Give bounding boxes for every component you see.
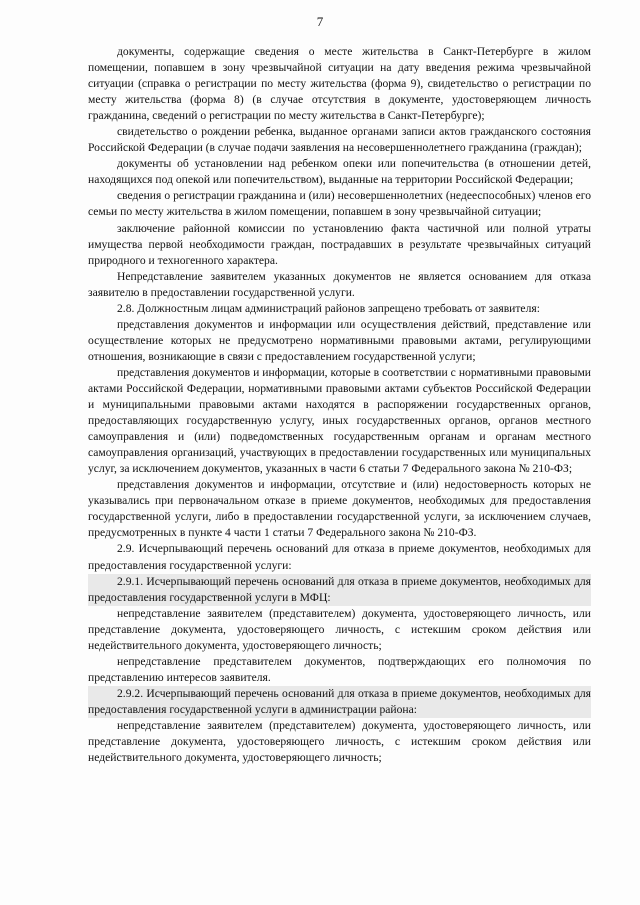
paragraph-commission-conclusion: заключение районной комиссии по установлению факта частичной или полной утраты имущества первой необходимости граждан, пострадавших в результате чрезвычайных ситуаций природного и техногенного характера. [88,221,591,267]
paragraph-2-9-1-item-1: непредставление заявителем (представителем) документа, удостоверяющего личность, или представление документа, удостоверяющего личность, с истекшим сроком действия или недействительного документа, удостоверяющего личность; [88,606,591,652]
paragraph-residence-documents: документы, содержащие сведения о месте жительства в Санкт-Петербурге в жилом помещении, попавшем в зону чрезвычайной ситуации на дату введения режима чрезвычайной ситуации (справка о регистрации по месту жительства (форма 9), свидетельство о регистрации по месту жительства (форма 8) (в случае отсутствия в документе, удостоверяющем личность гражданина, сведений о регистрации по месту жительства в Санкт-Петербурге); [88,45,591,123]
paragraph-section-2-9-1: 2.9.1. Исчерпывающий перечень оснований для отказа в приеме документов, необходимых для предоставления государственной услуги в МФЦ: [88,574,591,606]
paragraph-2-8-item-1: представления документов и информации или осуществления действий, представление или осуществление которых не предусмотрено нормативными правовыми актами, регулирующими отношения, возникающие в связи с предоставлением государственной услуги; [88,317,591,363]
paragraph-registration-info: сведения о регистрации гражданина и (или) несовершеннолетних (недееспособных) членов его семьи по месту жительства в жилом помещении, попавшем в зону чрезвычайной ситуации; [88,189,591,219]
paragraph-2-9-2-item-1: непредставление заявителем (представителем) документа, удостоверяющего личность, или представление документа, удостоверяющего личность, с истекшим сроком действия или недействительного документа, удостоверяющего личность; [88,718,591,765]
paragraph-birth-certificate: свидетельство о рождении ребенка, выданное органами записи актов гражданского состояния Российской Федерации (в случае подачи заявления на несовершеннолетнего гражданина (граждан); [88,125,591,155]
paragraph-2-9-1-item-2: непредставление представителем документов, подтверждающих его полномочия по представлению интересов заявителя. [88,654,591,684]
document-body [88,44,591,766]
paragraph-non-submission-note: Непредставление заявителем указанных документов не является основанием для отказа заявителю в предоставлении государственной услуги. [88,269,591,299]
paragraph-guardianship-documents: документы об установлении над ребенком опеки или попечительства (в отношении детей, находящихся под опекой или попечительством), выданные на территории Российской Федерации; [88,157,591,187]
paragraph-section-2-9-2: 2.9.2. Исчерпывающий перечень оснований для отказа в приеме документов, необходимых для предоставления государственной услуги в администрации района: [88,686,591,718]
paragraph-2-8-item-2: представления документов и информации, которые в соответствии с нормативными правовыми актами Российской Федерации, нормативными правовыми актами субъектов Российской Федерации и муниципальными правовыми актами находятся в распоряжении государственных органов, предоставляющих государственную услугу, иных государственных органов, органов местного самоуправления и (или) подведомственных государственным органам и органам местного самоуправления организаций, участвующих в предоставлении государственных или муниципальных услуг, за исключением документов, указанных в части 6 статьи 7 Федерального закона № 210-ФЗ; [88,365,591,476]
paragraph-section-2-8: 2.8. Должностным лицам администраций районов запрещено требовать от заявителя: [117,301,540,315]
paragraph-section-2-9: 2.9. Исчерпывающий перечень оснований для отказа в приеме документов, необходимых для предоставления государственной услуги: [88,542,591,572]
paragraph-2-8-item-3: представления документов и информации, отсутствие и (или) недостоверность которых не указывались при первоначальном отказе в приеме документов, необходимых для предоставления государственной услуги, либо в предоставлении государственной услуги, за исключением случаев, предусмотренных в пункте 4 части 1 статьи 7 Федерального закона № 210-ФЗ. [88,478,591,540]
page-number: 7 [316,14,324,29]
